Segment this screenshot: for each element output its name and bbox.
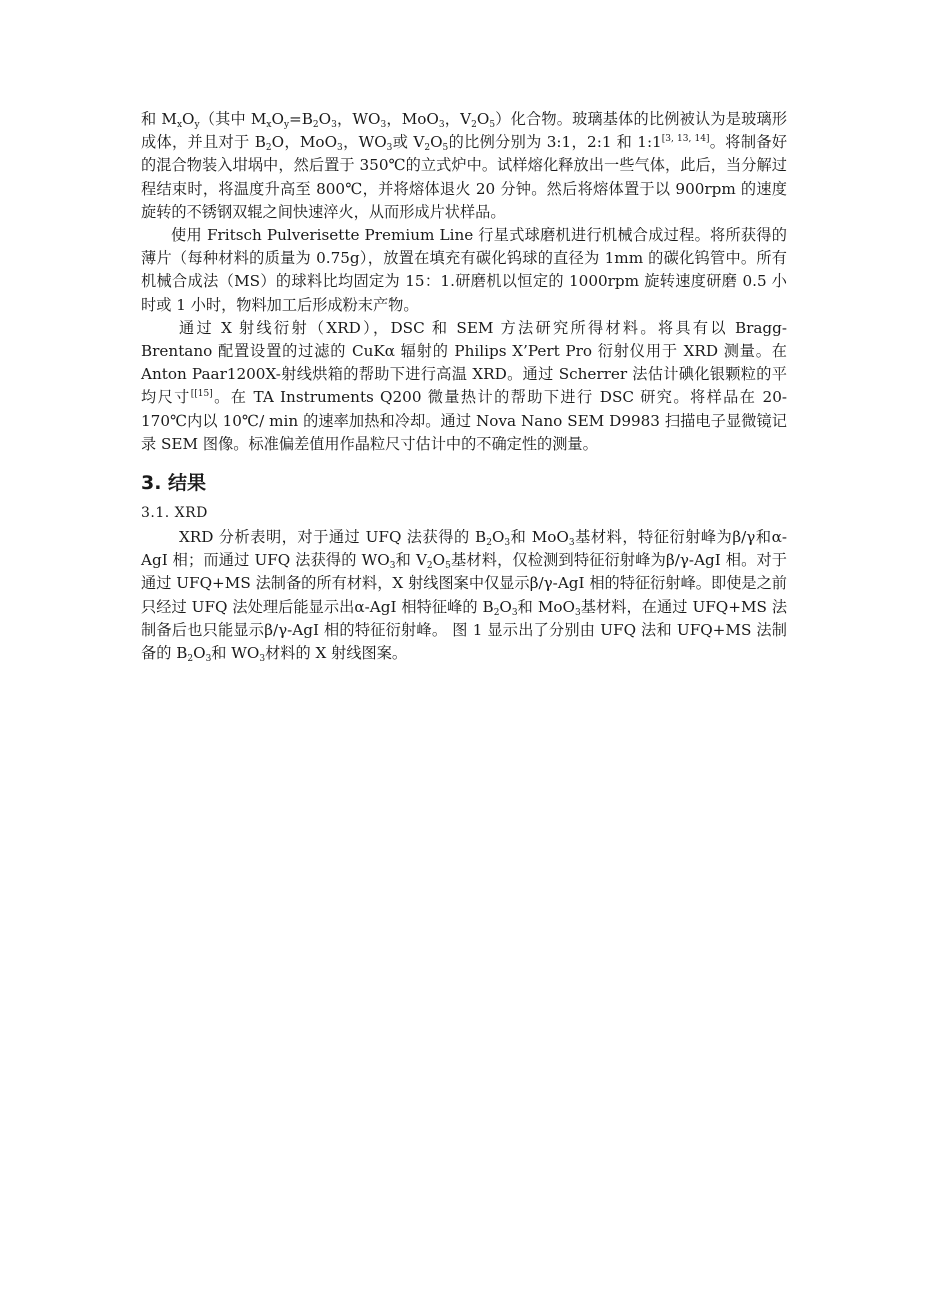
- text-run: 和 WO: [211, 644, 260, 663]
- text-run: 。在 TA Instruments Q200 微量热计的帮助下进行 DSC 研究。将样品在 20-170℃内以 10℃/ min 的速率加热和冷却。通过 Nova Nano SEM D9983 扫描电子显微镜记录 SEM 图像。标准偏差值用作晶粒尺寸估计中的不确定性的测量。: [141, 388, 788, 453]
- text-run: 基材料，特征衍射峰为β/γ和α-AgI 相；而通过 UFQ 法获得的 WO: [141, 528, 787, 570]
- subsection-heading: 3.1. XRD: [141, 505, 208, 522]
- subscript: 3: [568, 538, 575, 549]
- subscript: 3: [438, 120, 445, 130]
- citation: [[15]: [190, 389, 213, 400]
- text-run: 基材料，仅检测到特征衍射峰为β/γ-AgI 相。对于通过 UFQ+MS 法制备的所有材料，X 射线图案中仅显示β/γ-AgI 相的特征衍射峰。即使是之前只经过 UFQ 法处理后能显示出α-AgI 相特征峰的 B: [141, 551, 787, 616]
- text-run: O，MoO: [271, 133, 338, 152]
- subscript: 2: [426, 561, 433, 572]
- text-run: O: [182, 110, 195, 128]
- text-run: 和 MoO: [517, 597, 575, 616]
- text-run: 和 MoO: [510, 528, 569, 547]
- subscript: 3: [511, 607, 518, 618]
- subscript: y: [194, 120, 200, 130]
- subscript: 3: [504, 538, 511, 549]
- text-run: O: [491, 528, 505, 547]
- text-run: O: [432, 551, 446, 570]
- text-run: 通过 X 射线衍射（XRD），DSC 和 SEM 方法研究所得材料。将具有以 Bragg-Brentano 配置设置的过滤的 CuKα 辐射的 Philips X’Pert Pro 衍射仪用于 XRD 测量。在 Anton Paar1200X-射线烘箱的帮助下进行高温 XRD。通过 Scherrer 法估计碘化银颗粒的平均尺寸: [141, 318, 787, 407]
- document-page: [141, 108, 787, 665]
- subscript: 2: [493, 607, 500, 618]
- subscript: 3: [386, 143, 393, 154]
- text-run: 和 M: [141, 110, 177, 128]
- text-run: O: [499, 597, 512, 616]
- text-run: O: [476, 110, 490, 128]
- text-run: 基材料，在通过 UFQ+MS 法制备后也只能显示β/γ-AgI 相的特征衍射峰。 图 1 显示出了分别由 UFQ 法和 UFQ+MS 法制备的 B: [141, 597, 788, 663]
- subscript: 3: [205, 654, 212, 665]
- subscript: 2: [187, 654, 194, 665]
- paragraph-characterization: [141, 317, 787, 456]
- text-run: 材料的 X 射线图案。: [265, 644, 408, 663]
- paragraph-glass-preparation: [141, 108, 787, 224]
- subscript: 3: [337, 143, 343, 154]
- text-run: O: [430, 133, 443, 152]
- text-run: ，MoO: [386, 110, 439, 128]
- paragraph-mechanical-synthesis: 使用 Fritsch Pulverisette Premium Line 行星式球磨机进行机械合成过程。将所获得的薄片（每种材料的质量为 0.75g），放置在填充有碳化钨球的直径为 1mm 的碳化钨管中。所有机械合成法（MS）的球料比均固定为 15：1.研磨机以恒定的 1000rpm 旋转速度研磨 0.5 小时或 1 小时，物料加工后形成粉末产物。: [141, 226, 787, 314]
- subscript: 2: [424, 143, 431, 154]
- text-run: （其中 M: [199, 110, 267, 128]
- text-run: 和 V: [395, 551, 427, 570]
- subscript: 2: [312, 120, 319, 130]
- subscript: x: [176, 120, 183, 130]
- text-run: 。将制备好的混合物装入坩埚中，然后置于 350℃的立式炉中。试样熔化释放出一些气体，此后，当分解过程结束时，将温度升高至 800℃，并将熔体退火 20 分钟。然后将熔体置于以 900rpm 的速度旋转的不锈钢双辊之间快速淬火，从而形成片状样品。: [141, 133, 788, 221]
- text-run: 或 V: [392, 133, 425, 152]
- subscript: 3: [574, 607, 581, 618]
- text-run: XRD 分析表明，对于通过 UFQ 法获得的 B: [179, 528, 487, 547]
- section-heading: 3. 结果: [141, 472, 207, 495]
- subscript: 5: [445, 561, 451, 572]
- subscript: 3: [259, 654, 266, 665]
- subscript: x: [266, 120, 272, 130]
- text-run: O: [318, 110, 332, 128]
- subscript: 3: [380, 120, 387, 130]
- text-run: O: [271, 110, 284, 128]
- subscript: 2: [471, 120, 477, 130]
- text-run: =B: [289, 110, 313, 128]
- subscript: 2: [265, 143, 272, 154]
- text-run: ，WO: [342, 133, 387, 152]
- subscript: 3: [331, 120, 337, 130]
- text-run: O: [193, 644, 206, 663]
- text-run: ）化合物。玻璃基体的比例被认为是玻璃形成体，并且对于 B: [141, 110, 788, 152]
- text-run: 的比例分别为 3:1，2:1 和 1:1: [448, 133, 662, 152]
- subscript: 2: [486, 538, 492, 549]
- subscript: 5: [489, 120, 496, 130]
- subscript: 5: [442, 143, 449, 154]
- text-run: ，WO: [336, 110, 381, 128]
- citation: [3, 13, 14]: [661, 134, 710, 145]
- subscript: 3: [389, 561, 396, 572]
- subscript: y: [283, 120, 290, 130]
- paragraph-xrd-results: [141, 526, 787, 665]
- text-run: ，V: [444, 110, 472, 128]
